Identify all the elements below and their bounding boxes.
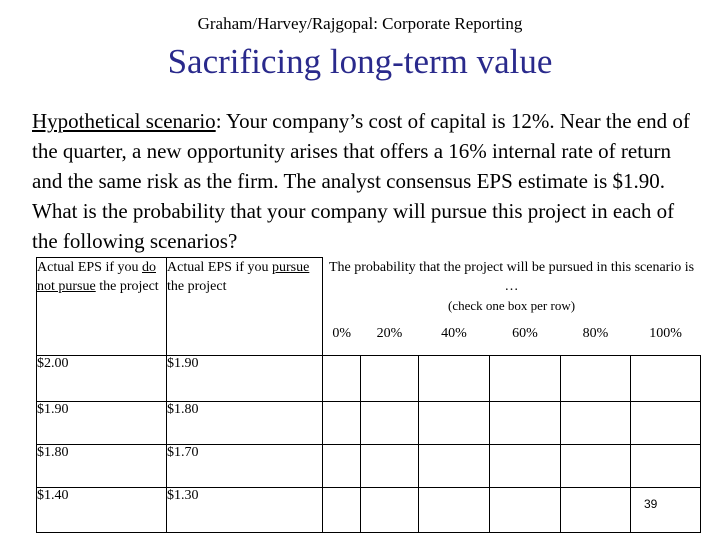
row-2-no-pursue: $1.90 xyxy=(37,402,167,445)
header-pursue-prefix: Actual EPS if you xyxy=(167,260,272,275)
probability-heading xyxy=(323,258,701,326)
header-pursue-suffix: the project xyxy=(167,279,227,294)
header-no-pursue-prefix: Actual EPS if you xyxy=(37,260,142,275)
checkbox-row-4-0[interactable] xyxy=(323,488,361,533)
checkbox-row-1-40[interactable] xyxy=(419,356,490,402)
checkbox-row-4-100[interactable] xyxy=(631,488,701,533)
scenario-body: Your company’s cost of capital is 12%. Near the end of the quarter, a new opportunity arises that offers a 16% internal rate of return and the same risk as the firm. The analyst consensus EPS estimate is $1.90. What is the probability that your company will pursue this project in each of the following scenarios? xyxy=(32,109,690,253)
header-pursue xyxy=(167,258,323,356)
checkbox-row-2-100[interactable] xyxy=(631,402,701,445)
page-number: 39 xyxy=(644,497,658,511)
checkbox-row-2-20[interactable] xyxy=(361,402,419,445)
slide-title: Sacrificing long-term value xyxy=(167,42,553,81)
checkbox-row-4-60[interactable] xyxy=(490,488,561,533)
row-1-pursue: $1.90 xyxy=(167,356,323,402)
checkbox-row-3-80[interactable] xyxy=(561,445,631,488)
pct-header-40: 40% xyxy=(441,325,467,341)
probability-heading-text: The probability that the project will be pursued in this scenario is … xyxy=(328,259,695,294)
checkbox-row-1-100[interactable] xyxy=(631,356,701,402)
row-4-no-pursue: $1.40 xyxy=(37,488,167,533)
checkbox-row-1-0[interactable] xyxy=(323,356,361,402)
header-no-pursue-underlined: do not pursue xyxy=(37,260,156,294)
checkbox-row-2-0[interactable] xyxy=(323,402,361,445)
checkbox-row-1-80[interactable] xyxy=(561,356,631,402)
checkbox-row-4-80[interactable] xyxy=(561,488,631,533)
checkbox-row-2-60[interactable] xyxy=(490,402,561,445)
checkbox-row-2-40[interactable] xyxy=(419,402,490,445)
pct-header-0: 0% xyxy=(332,325,352,341)
checkbox-row-3-60[interactable] xyxy=(490,445,561,488)
row-1-no-pursue: $2.00 xyxy=(37,356,167,402)
checkbox-row-3-0[interactable] xyxy=(323,445,361,488)
scenario-label: Hypothetical scenario xyxy=(32,109,216,133)
checkbox-row-1-60[interactable] xyxy=(490,356,561,402)
header-pursue-underlined: pursue xyxy=(272,260,310,275)
scenario-text xyxy=(32,106,702,256)
checkbox-row-4-40[interactable] xyxy=(419,488,490,533)
header-no-pursue xyxy=(37,258,167,356)
pct-header-80: 80% xyxy=(582,325,609,341)
probability-table xyxy=(36,257,701,533)
header-no-pursue-suffix: the project xyxy=(95,279,159,294)
probability-heading-note: (check one box per row) xyxy=(448,297,576,313)
row-4-pursue: $1.30 xyxy=(167,488,323,533)
checkbox-row-1-20[interactable] xyxy=(361,356,419,402)
checkbox-row-3-40[interactable] xyxy=(419,445,490,488)
checkbox-row-3-100[interactable] xyxy=(631,445,701,488)
checkbox-row-3-20[interactable] xyxy=(361,445,419,488)
scenario-colon: : xyxy=(215,109,222,133)
checkbox-row-2-80[interactable] xyxy=(561,402,631,445)
pct-header-100: 100% xyxy=(649,325,682,341)
course-header: Graham/Harvey/Rajgopal: Corporate Reporting xyxy=(197,14,523,33)
checkbox-row-4-20[interactable] xyxy=(361,488,419,533)
pct-header-60: 60% xyxy=(512,325,538,341)
row-3-no-pursue: $1.80 xyxy=(37,445,167,488)
row-3-pursue: $1.70 xyxy=(167,445,323,488)
row-2-pursue: $1.80 xyxy=(167,402,323,445)
pct-header-20: 20% xyxy=(376,325,403,341)
